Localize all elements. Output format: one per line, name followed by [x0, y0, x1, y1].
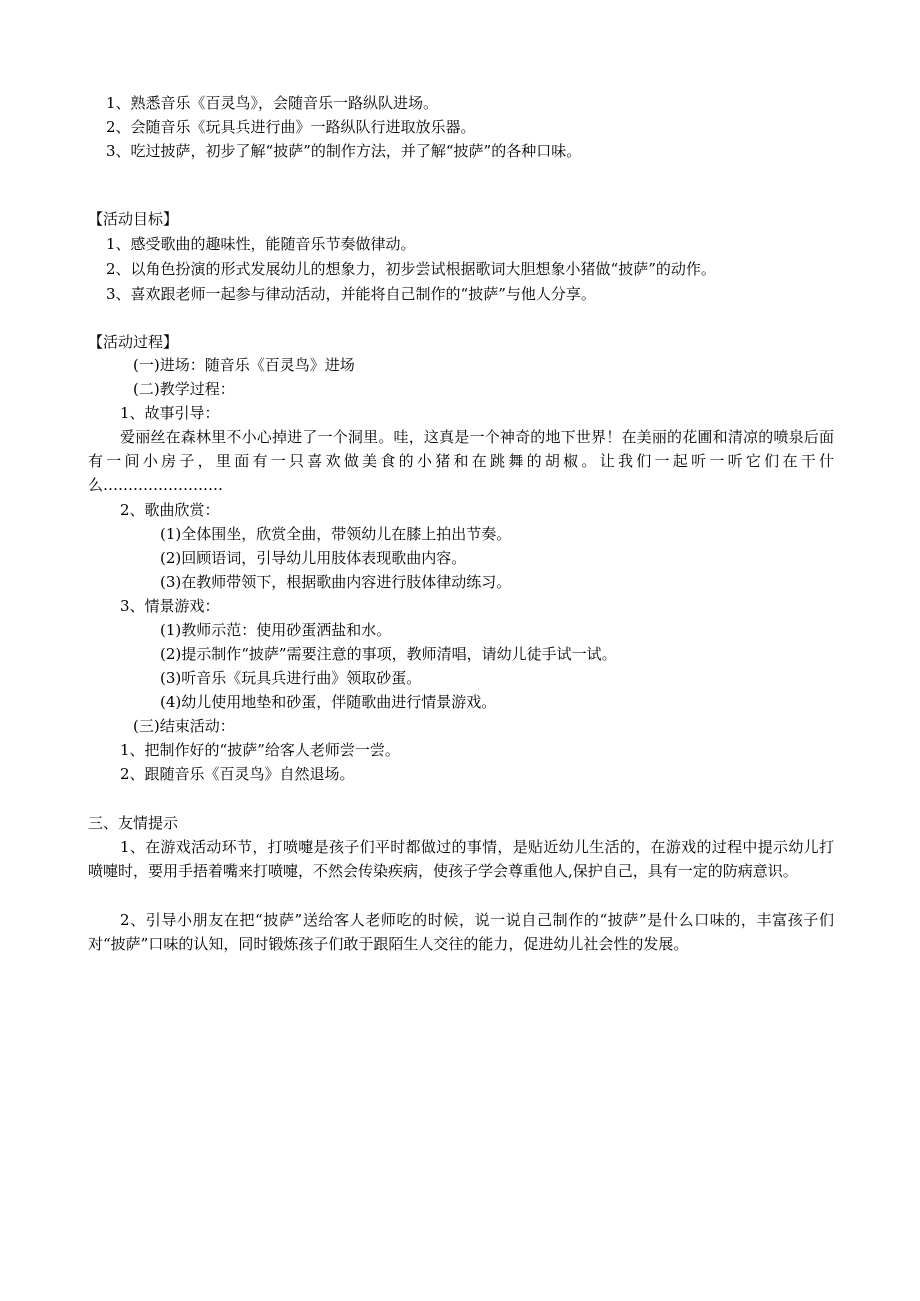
tips-paragraph-1: 1、在游戏活动环节，打喷嚏是孩子们平时都做过的事情，是贴近幼儿生活的，在游戏的过程中提示幼儿打喷嚏时，要用手捂着嘴来打喷嚏，不然会传染疾病，使孩子学会尊重他人,保护自己，具有一定的防病意识。 — [88, 838, 834, 880]
ending-item-1: 1、把制作好的“披萨”给客人老师尝一尝。 — [120, 741, 400, 759]
prep-item-3: 3、吃过披萨，初步了解“披萨”的制作方法，并了解“披萨”的各种口味。 — [106, 142, 582, 160]
song-item-3: (3)在教师带领下，根据歌曲内容进行肢体律动练习。 — [160, 573, 512, 591]
game-title: 3、情景游戏： — [120, 597, 220, 615]
ending-item-2: 2、跟随音乐《百灵鸟》自然退场。 — [120, 765, 355, 783]
goal-item-2: 2、以角色扮演的形式发展幼儿的想象力，初步尝试根据歌词大胆想象小猪做“披萨”的动作。 — [106, 260, 716, 278]
tips-heading: 三、友情提示 — [88, 814, 179, 832]
process-heading: 【活动过程】 — [88, 333, 179, 351]
game-item-4: (4)幼儿使用地垫和砂蛋，伴随歌曲进行情景游戏。 — [160, 693, 497, 711]
game-item-2: (2)提示制作“披萨”需要注意的事项，教师清唱，请幼儿徒手试一试。 — [160, 645, 617, 663]
game-item-3: (3)听音乐《玩具兵进行曲》领取砂蛋。 — [160, 669, 422, 687]
story-title: 1、故事引导： — [120, 404, 220, 422]
tips-paragraph-2: 2、引导小朋友在把“披萨”送给客人老师吃的时候，说一说自己制作的“披萨”是什么口味的，丰富孩子们对“披萨”口味的认知，同时锻炼孩子们敢于跟陌生人交往的能力，促进幼儿社会性的发展。 — [88, 911, 834, 953]
prep-item-1: 1、熟悉音乐《百灵鸟》，会随音乐一路纵队进场。 — [106, 94, 439, 112]
process-part-2: (二)教学过程： — [133, 380, 235, 398]
prep-item-2: 2、会随音乐《玩具兵进行曲》一路纵队行进取放乐器。 — [106, 118, 476, 136]
process-part-3: (三)结束活动： — [133, 717, 235, 735]
song-item-2: (2)回顾语词，引导幼儿用肢体表现歌曲内容。 — [160, 549, 467, 567]
game-item-1: (1)教师示范：使用砂蛋洒盐和水。 — [160, 621, 392, 639]
goals-heading: 【活动目标】 — [88, 210, 179, 228]
goal-item-1: 1、感受歌曲的趣味性，能随音乐节奏做律动。 — [106, 235, 416, 253]
process-part-1: (一)进场：随音乐《百灵鸟》进场 — [133, 356, 355, 374]
song-title: 2、歌曲欣赏： — [120, 501, 220, 519]
story-text: 爱丽丝在森林里不小心掉进了一个洞里。哇，这真是一个神奇的地下世界！在美丽的花圃和清凉的喷泉后面有一间小房子，里面有一只喜欢做美食的小猪和在跳舞的胡椒。让我们一起听一听它们在干什么…………………… — [88, 428, 834, 494]
song-item-1: (1)全体围坐，欣赏全曲，带领幼儿在膝上拍出节奏。 — [160, 525, 512, 543]
goal-item-3: 3、喜欢跟老师一起参与律动活动，并能将自己制作的“披萨”与他人分享。 — [106, 285, 596, 303]
